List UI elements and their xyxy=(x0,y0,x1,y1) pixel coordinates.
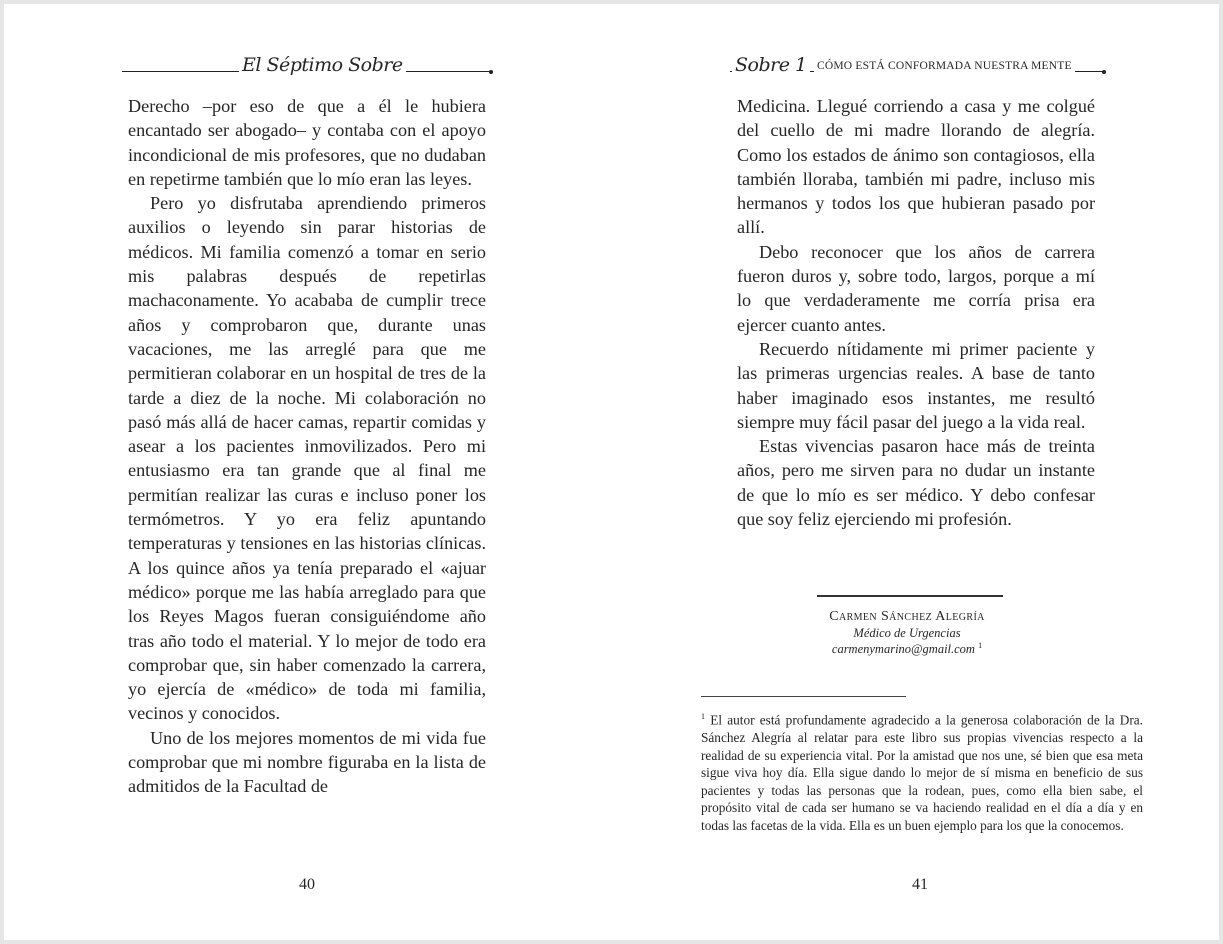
footnote-marker: 1 xyxy=(701,712,705,721)
right-page xyxy=(612,4,1219,940)
book-title-header: El Séptimo Sobre xyxy=(239,54,406,76)
left-page xyxy=(4,4,611,940)
signature-name: Carmen Sánchez Alegría xyxy=(829,609,985,624)
signature-email: carmenymarino@gmail.com xyxy=(831,642,975,657)
book-spread xyxy=(4,4,1219,940)
footnote-reference: 1 xyxy=(978,641,983,650)
right-running-head xyxy=(730,48,1104,76)
chapter-title-header: CÓMO ESTÁ CONFORMADA NUESTRA MENTE xyxy=(814,60,1075,72)
left-running-head xyxy=(122,48,491,76)
page-number: 41 xyxy=(912,876,928,893)
paragraph: Pero yo disfrutaba aprendiendo primeros auxilios o leyendo sin parar historias de médicos. Mi familia comenzó a tomar en serio mis palabras después de repetirlas machaconamente. Yo acababa de cumplir trece años y comprobaron que, durante unas vacaciones, me las arreglé para que me permitieran colaborar en un hospital de tres de la tarde a diez de la noche. Mi colaboración no pasó más allá de hacer camas, repartir comidas y asear a los pacientes inmovilizados. Pero mi entusiasmo era tan grande que al final me permitían realizar las curas e incluso poner los termómetros. Y yo era feliz apuntando temperaturas y tensiones en las historias clínicas. A los quince años ya tenía preparado el «ajuar médico» porque me las había arreglado para que los Reyes Magos fueran consiguiéndome año tras año todo el material. Y lo mejor de todo era comprobar que, sin haber comenzado la carrera, yo ejercía de «médico» de toda mi familia, vecinos y conocidos. xyxy=(128,193,486,724)
chapter-label-header: Sobre 1 xyxy=(732,54,810,76)
footnote-rule xyxy=(701,696,906,697)
paragraph: Medicina. Llegué corriendo a casa y me colgué del cuello de mi madre llorando de alegría. Como los estados de ánimo son contagiosos, ella también lloraba, también mi padre, incluso mis hermanos y todos los que hubieran pasado por allí. xyxy=(737,96,1095,238)
paragraph: Uno de los mejores momentos de mi vida fue comprobar que mi nombre figuraba en la lista de admitidos de la Facultad de xyxy=(128,727,486,797)
paragraph: Debo reconocer que los años de carrera fueron duros y, sobre todo, largos, porque a mí lo que verdaderamente me corría prisa era ejercer cuanto antes. xyxy=(737,241,1095,335)
footnote-text: El autor está profundamente agradecido a la generosa colaboración de la Dra. Sánchez Alegría al relatar para este libro sus propias vivencias respecto a la realidad de su experiencia vital. Por la amistad que nos une, sé bien que esa meta sigue viva hoy día. Ella sigue dando lo mejor de sí misma en beneficio de sus pacientes y todas las personas que la rodean, pues, como ella bien sabe, el propósito vital de cada ser humano se va haciendo realidad en el día a día y en todas las facetas de la vida. Ella es un buen ejemplo para los que la conocemos. xyxy=(701,712,1143,833)
running-head-dot xyxy=(489,70,493,74)
paragraph: Recuerdo nítidamente mi primer paciente y las primeras urgencias reales. A base de tanto haber imaginado esos instantes, me resultó siempre muy fácil pasar del juego a la vida real. xyxy=(737,338,1095,432)
paragraph: Derecho –por eso de que a él le hubiera encantado ser abogado– y contaba con el apoyo incondicional de mis profesores, que no dudaban en repetirme también que lo mío eran las leyes. xyxy=(128,96,486,189)
right-body-text xyxy=(737,94,1095,531)
signature-email-line xyxy=(782,641,1032,657)
left-body-text xyxy=(128,94,486,799)
paragraph: Estas vivencias pasaron hace más de treinta años, pero me sirven para no dudar un instante de que lo mío es ser médico. Y debo confesar que soy feliz ejerciendo mi profesión. xyxy=(737,436,1095,530)
signature-rule xyxy=(817,595,1003,597)
page-number: 40 xyxy=(299,876,315,893)
signature-role: Médico de Urgencias xyxy=(853,626,961,640)
footnote xyxy=(701,708,1143,835)
running-head-dot xyxy=(1102,70,1106,74)
